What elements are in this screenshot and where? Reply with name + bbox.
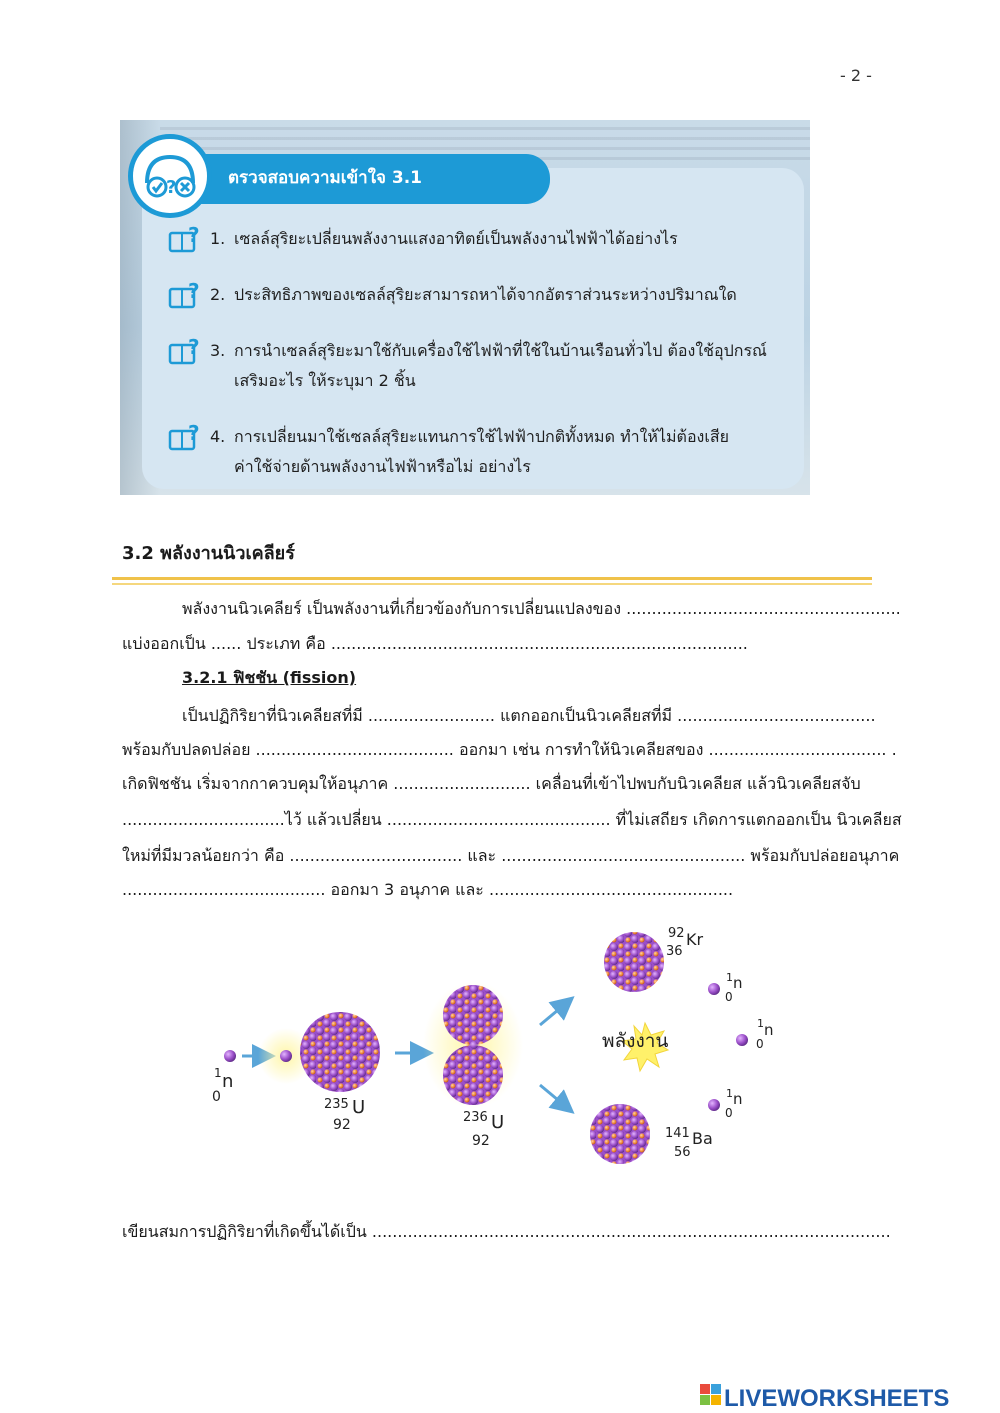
question-text-continued: ค่าใช้จ่ายด้านพลังงานไฟฟ้าหรือไม่ อย่างไร [234,457,531,476]
emitted-neutron-1 [708,983,720,995]
kr-nucleus [604,932,664,992]
ba-symbol: Ba [692,1129,713,1148]
svg-text:?: ? [166,177,177,198]
question-number: 2. [210,285,226,304]
svg-text:?: ? [188,224,200,247]
neutron-1-atomic: 0 [725,990,733,1004]
u236-atomic: 92 [472,1133,490,1149]
kr-atomic: 36 [666,944,683,959]
captured-neutron [280,1050,292,1062]
neutron-2-mass: 1 [757,1017,764,1030]
emitted-neutron-3 [708,1099,720,1111]
question-text: การเปลี่ยนมาใช้เซลล์สุริยะแทนการใช้ไฟฟ้าปกติทั้งหมด ทำให้ไม่ต้องเสีย [234,427,729,446]
gold-divider [112,577,872,580]
u236-symbol: U [491,1112,505,1133]
kr-symbol: Kr [686,930,704,949]
logo-text: LIVEWORKSHEETS [724,1385,950,1412]
u236-nucleus-bottom [443,1045,503,1105]
intro-line-1: พลังงานนิวเคลียร์ เป็นพลังงานที่เกี่ยวข้องกับการเปลี่ยนแปลงของ ...................................................... [182,599,901,618]
neutron-3-symbol: n [733,1090,743,1108]
fission-line-6: ........................................ ออกมา 3 อนุภาค และ ................................................ [122,880,734,899]
u236-nucleus-top [443,985,503,1045]
ba-atomic: 56 [674,1145,691,1160]
neutron-mass: 1 [214,1066,222,1080]
book-question-icon [168,224,202,254]
emitted-neutron-2 [736,1034,748,1046]
ba-mass: 141 [665,1126,690,1141]
equation-line: เขียนสมการปฏิกิริยาที่เกิดขึ้นได้เป็น ...................................................................................................... [122,1222,891,1241]
neutron-symbol: n [222,1071,234,1092]
book-question-icon [168,422,202,452]
book-question-icon [168,280,202,310]
understanding-check-icon [128,134,212,218]
fission-line-3: เกิดฟิชชัน เริ่มจากกาควบคุมให้อนุภาค ........................... เคลื่อนที่เข้าไปพบกับนิวเคลียส แล้วนิวเคลียสจับ [122,774,861,793]
u235-symbol: U [352,1097,366,1118]
question-number: 3. [210,341,226,360]
section-heading: 3.2 พลังงานนิวเคลียร์ [122,543,295,564]
question-text: ประสิทธิภาพของเซลล์สุริยะสามารถหาได้จากอัตราส่วนระหว่างปริมาณใด [234,285,737,304]
review-title: ตรวจสอบความเข้าใจ 3.1 [228,168,422,188]
fission-line-2: พร้อมกับปลดปล่อย ....................................... ออกมา เช่น การทำให้นิวเคลียสของ ................................... . [122,740,897,759]
svg-text:?: ? [188,280,200,303]
page-number: - 2 - [840,66,872,85]
neutron-atomic: 0 [212,1089,221,1105]
question-text: การนำเซลล์สุริยะมาใช้กับเครื่องใช้ไฟฟ้าที่ใช้ในบ้านเรือนทั่วไป ต้องใช้อุปกรณ์ [234,341,767,360]
kr-mass: 92 [668,926,685,941]
u235-atomic: 92 [333,1117,351,1133]
book-question-icon [168,336,202,366]
neutron-2-atomic: 0 [756,1037,764,1051]
intro-line-2: แบ่งออกเป็น ...... ประเภท คือ .................................................................................. [122,634,748,653]
review-box [120,120,810,495]
gold-divider-thin [112,583,872,585]
question-text-continued: เสริมอะไร ให้ระบุมา 2 ชิ้น [234,371,416,390]
neutron-3-mass: 1 [726,1087,733,1100]
neutron-3-atomic: 0 [725,1106,733,1120]
subsection-heading: 3.2.1 ฟิชชัน (fission) [182,668,357,687]
u236-mass: 236 [463,1110,488,1125]
fission-diagram [190,915,810,1185]
arrow-to-kr [540,1000,570,1025]
fission-line-1: เป็นปฏิกิริยาที่นิวเคลียสที่มี ......................... แตกออกเป็นนิวเคลียสที่มี ....................................... [182,706,876,725]
ba-nucleus [590,1104,650,1164]
question-number: 4. [210,427,226,446]
fission-line-4: ................................ไว้ แล้วเปลี่ยน ............................................ ที่ไม่เสถียร เกิดการแตกออกเป็น นิวเคลียส [122,810,902,829]
neutron-1-symbol: n [733,974,743,992]
question-text: เซลล์สุริยะเปลี่ยนพลังงานแสงอาทิตย์เป็นพลังงานไฟฟ้าได้อย่างไร [234,229,678,248]
neutron-2-symbol: n [764,1021,774,1039]
energy-label: พลังงาน [602,1030,669,1052]
incoming-neutron [224,1050,236,1062]
liveworksheets-logo [700,1378,996,1412]
arrow-to-ba [540,1085,570,1110]
u235-mass: 235 [324,1097,349,1112]
u235-nucleus [300,1012,380,1092]
svg-text:?: ? [188,336,200,359]
fission-line-5: ใหม่ที่มีมวลน้อยกว่า คือ .................................. และ ................................................ พร้อมกับปล่อยอนุภาค [122,846,900,865]
neutron-1-mass: 1 [726,971,733,984]
question-number: 1. [210,229,226,248]
svg-text:?: ? [188,422,200,445]
